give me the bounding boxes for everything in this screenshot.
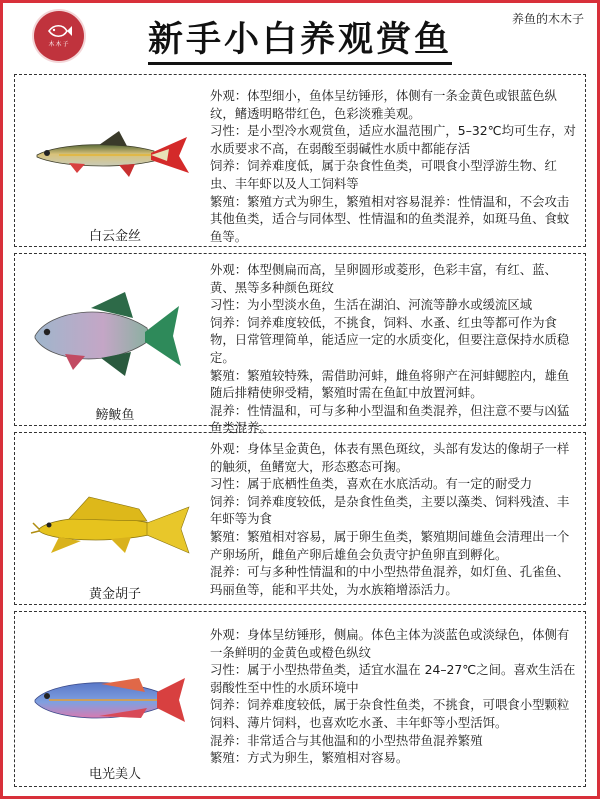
fish-card [14, 611, 586, 787]
page-title: 新手小白养观赏鱼 [0, 12, 600, 62]
mixing-text: 混养：非常适合与其他温和的小型热带鱼混养繁殖 [210, 732, 483, 748]
fish-description [210, 261, 580, 436]
fish-name: 黄金胡子 [88, 587, 141, 602]
feeding-text: 饲养：饲养难度较低，属于杂食性鱼类，不挑食，可喂食小型颗粒饲料、薄片饲料，也喜欢吃水蚤、丰年虾等小型活饵。 [210, 697, 570, 730]
fish-description [210, 626, 580, 786]
author-name: 养鱼的木木子 [511, 12, 584, 26]
appearance-text: 外观：身体呈纺锤形，侧扁。体色主体为淡蓝色或淡绿色，体侧有一条鲜明的金黄色或橙色纵纹 [210, 627, 570, 660]
appearance-text: 外观：体型细小，鱼体呈纺锤形，体侧有一条金黄色或银蓝色纵纹，鳍透明略带红色，色彩淡雅美观。 [210, 88, 557, 121]
fish-name: 鳑鲏鱼 [95, 408, 135, 423]
breeding-text: 繁殖：繁殖相对容易，属于卵生鱼类，繁殖期间雄鱼会清理出一个产卵场所，雌鱼产卵后雄鱼会负责守护鱼卵直到孵化。 [210, 528, 570, 562]
habit-text: 习性：是小型冷水观赏鱼，适应水温范围广，5–32℃均可生存，对水质要求不高，在弱酸至弱碱性水质中都能存活 [210, 123, 576, 156]
fish-card [14, 74, 586, 247]
breeding-text: 繁殖：繁殖方式为卵生，繁殖相对容易混养：性情温和，不会攻击其他鱼类，适合与同体型、性情温和的鱼类混养，如斑马鱼、食蚊鱼等。 [210, 193, 570, 244]
breeding-text: 繁殖：方式为卵生，繁殖相对容易。 [210, 750, 409, 766]
fish-description [210, 87, 580, 245]
bitterling-fish-icon [29, 284, 195, 384]
mixing-text: 混养：可与多种性情温和的中小型热带鱼混养，如灯鱼、孔雀鱼、玛丽鱼等，能和平共处，为水族箱增添活力。 [210, 564, 570, 597]
fish-description [210, 440, 580, 605]
breeding-text: 繁殖：繁殖较特殊，需借助河蚌，雌鱼将卵产在河蚌鳃腔内，雄鱼随后排精使卵受精，繁殖时需在鱼缸中放置河蚌。 [210, 367, 570, 401]
fish-card [14, 253, 586, 436]
rainbowfish-icon [29, 648, 195, 744]
feeding-text: 饲养：饲养难度低，属于杂食性鱼类，可喂食小型浮游生物、红虫、丰年虾以及人工饲料等 [210, 158, 557, 191]
logo-text: 木木子 [48, 41, 70, 48]
white-cloud-fish-icon [29, 115, 195, 195]
appearance-text: 外观：体型侧扁而高，呈卵圆形或菱形，色彩丰富，有红、蓝、黄、黑等多种颜色斑纹 [210, 262, 557, 295]
habit-text: 习性：属于小型热带鱼类，适宜水温在 24–27℃之间。喜欢生活在弱酸性至中性的水质环境中 [210, 662, 576, 695]
fish-name: 电光美人 [88, 767, 141, 782]
fish-name: 白云金丝 [88, 229, 141, 244]
habit-text: 习性：为小型淡水鱼，生活在湖泊、河流等静水或缓流区域 [210, 297, 533, 313]
appearance-text: 外观：身体呈金黄色，体表有黑色斑纹，头部有发达的像胡子一样的触须，鱼鳍宽大，形态憨态可掬。 [210, 441, 570, 474]
feeding-text: 饲养：饲养难度较低，不挑食，饲料、水蚤、红虫等都可作为食物，日常管理简单，能适应一定的水质变化，但要注意保持水质稳定。 [210, 314, 570, 365]
feeding-text: 饲养：饲养难度较低，是杂食性鱼类，主要以藻类、饲料残渣、丰年虾等为食 [210, 493, 570, 527]
golden-pleco-fish-icon [29, 473, 195, 563]
fish-card [14, 432, 586, 605]
habit-text: 习性：属于底栖性鱼类，喜欢在水底活动。有一定的耐受力 [210, 476, 533, 492]
mixing-text: 混养：性情温和，可与多种小型温和鱼类混养，但注意不要与凶猛鱼类混养。 [210, 402, 570, 436]
